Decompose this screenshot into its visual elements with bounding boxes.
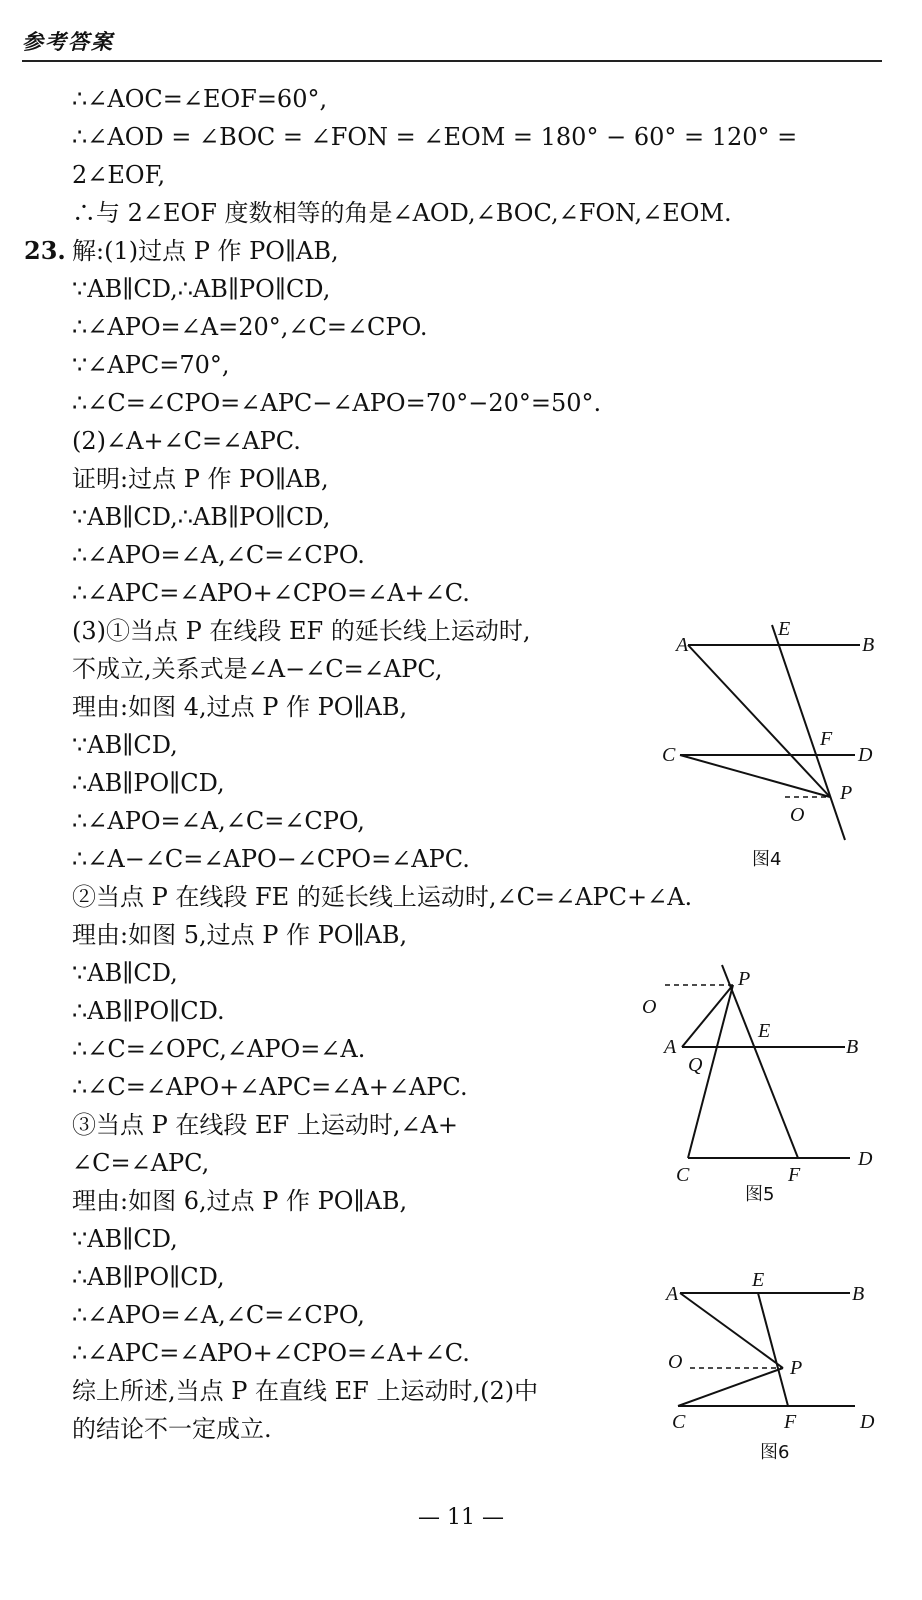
answer-line: 的结论不一定成立. [72,1415,272,1443]
answer-line: (2)∠A+∠C=∠APC. [72,427,301,455]
answer-line: ∵∠APC=70°, [72,351,230,379]
label-F: F [784,1411,797,1433]
label-P: P [790,1357,803,1379]
label-C: C [662,744,676,766]
label-B: B [846,1036,859,1058]
label-A: A [676,634,689,656]
answer-line: ∴∠APC=∠APO+∠CPO=∠A+∠C. [72,579,470,607]
figure-5-caption: 图5 [745,1184,775,1205]
answer-line: 证明:过点 P 作 PO∥AB, [72,465,329,493]
answer-line: ∵AB∥CD, [72,959,178,987]
problem-number: 23. [24,236,66,265]
answer-line: ∴与 2∠EOF 度数相等的角是∠AOD,∠BOC,∠FON,∠EOM. [72,199,732,227]
answer-line: ∴∠APO=∠A=20°,∠C=∠CPO. [72,313,428,341]
label-F: F [820,728,833,750]
label-O: O [790,804,805,826]
answer-line: ∵AB∥CD,∴AB∥PO∥CD, [72,503,331,531]
label-O: O [668,1351,683,1373]
answer-line: ∴∠A−∠C=∠APO−∠CPO=∠APC. [72,845,470,873]
answer-line: ∵AB∥CD, [72,731,178,759]
label-C: C [676,1164,690,1185]
label-E: E [778,618,791,640]
label-A: A [666,1283,679,1305]
label-C: C [672,1411,686,1433]
figure-6 [650,1268,890,1438]
answer-line: ∴∠APC=∠APO+∠CPO=∠A+∠C. [72,1339,470,1367]
segment-AP [688,645,830,797]
answer-line: 理由:如图 4,过点 P 作 PO∥AB, [72,693,408,721]
answer-line: ∴∠APO=∠A,∠C=∠CPO, [72,1301,365,1329]
answer-line: ∵AB∥CD,∴AB∥PO∥CD, [72,275,331,303]
answer-line: 理由:如图 6,过点 P 作 PO∥AB, [72,1187,408,1215]
page-number: — 11 — [418,1505,504,1530]
answer-line: ∴∠C=∠OPC,∠APO=∠A. [72,1035,366,1063]
label-B: B [862,634,875,656]
answer-line: ∴∠AOD = ∠BOC = ∠FON = ∠EOM = 180° − 60° = 120° = [72,123,798,151]
label-B: B [852,1283,865,1305]
label-D: D [858,1148,873,1170]
answer-line: 不成立,关系式是∠A−∠C=∠APC, [72,655,443,683]
answer-line: ③当点 P 在线段 EF 上运动时,∠A+ [72,1111,459,1139]
label-E: E [752,1269,765,1291]
answer-line: (3)①当点 P 在线段 EF 的延长线上运动时, [72,617,531,645]
answer-line: 综上所述,当点 P 在直线 EF 上运动时,(2)中 [72,1377,539,1405]
line-EF [772,625,845,840]
line-EF [758,1293,788,1406]
answer-line: ∴∠APO=∠A,∠C=∠CPO, [72,807,365,835]
label-Q: Q [688,1054,703,1076]
label-D: D [860,1411,875,1433]
answer-line: ∴AB∥PO∥CD. [72,997,225,1025]
answer-line: ∵AB∥CD, [72,1225,178,1253]
line-EF [722,965,798,1158]
answer-line: ∴AB∥PO∥CD, [72,1263,225,1291]
figure-5 [630,955,890,1185]
figure-4 [650,615,900,845]
answer-line: ∠C=∠APC, [72,1149,210,1177]
segment-CP [680,755,830,797]
label-E: E [758,1020,771,1042]
answer-line: ∴∠C=∠CPO=∠APC−∠APO=70°−20°=50°. [72,389,602,417]
label-P: P [738,968,751,990]
label-P: P [840,782,853,804]
label-A: A [664,1036,677,1058]
page-header [22,26,882,62]
answer-line: 理由:如图 5,过点 P 作 PO∥AB, [72,921,408,949]
answer-line: ②当点 P 在线段 FE 的延长线上运动时,∠C=∠APC+∠A. [72,883,693,911]
header-title: 参考答案 [22,30,114,54]
label-F: F [788,1164,801,1185]
figure-6-caption: 图6 [760,1442,790,1463]
answer-line: ∴AB∥PO∥CD, [72,769,225,797]
answer-line: 2∠EOF, [72,161,166,189]
answer-line: 解:(1)过点 P 作 PO∥AB, [72,237,339,265]
answer-line: ∴∠AOC=∠EOF=60°, [72,85,328,113]
label-D: D [858,744,873,766]
segment-CP [678,1368,783,1406]
figure-4-caption: 图4 [752,849,782,870]
answer-line: ∴∠C=∠APO+∠APC=∠A+∠APC. [72,1073,468,1101]
label-O: O [642,996,657,1018]
answer-line: ∴∠APO=∠A,∠C=∠CPO. [72,541,365,569]
